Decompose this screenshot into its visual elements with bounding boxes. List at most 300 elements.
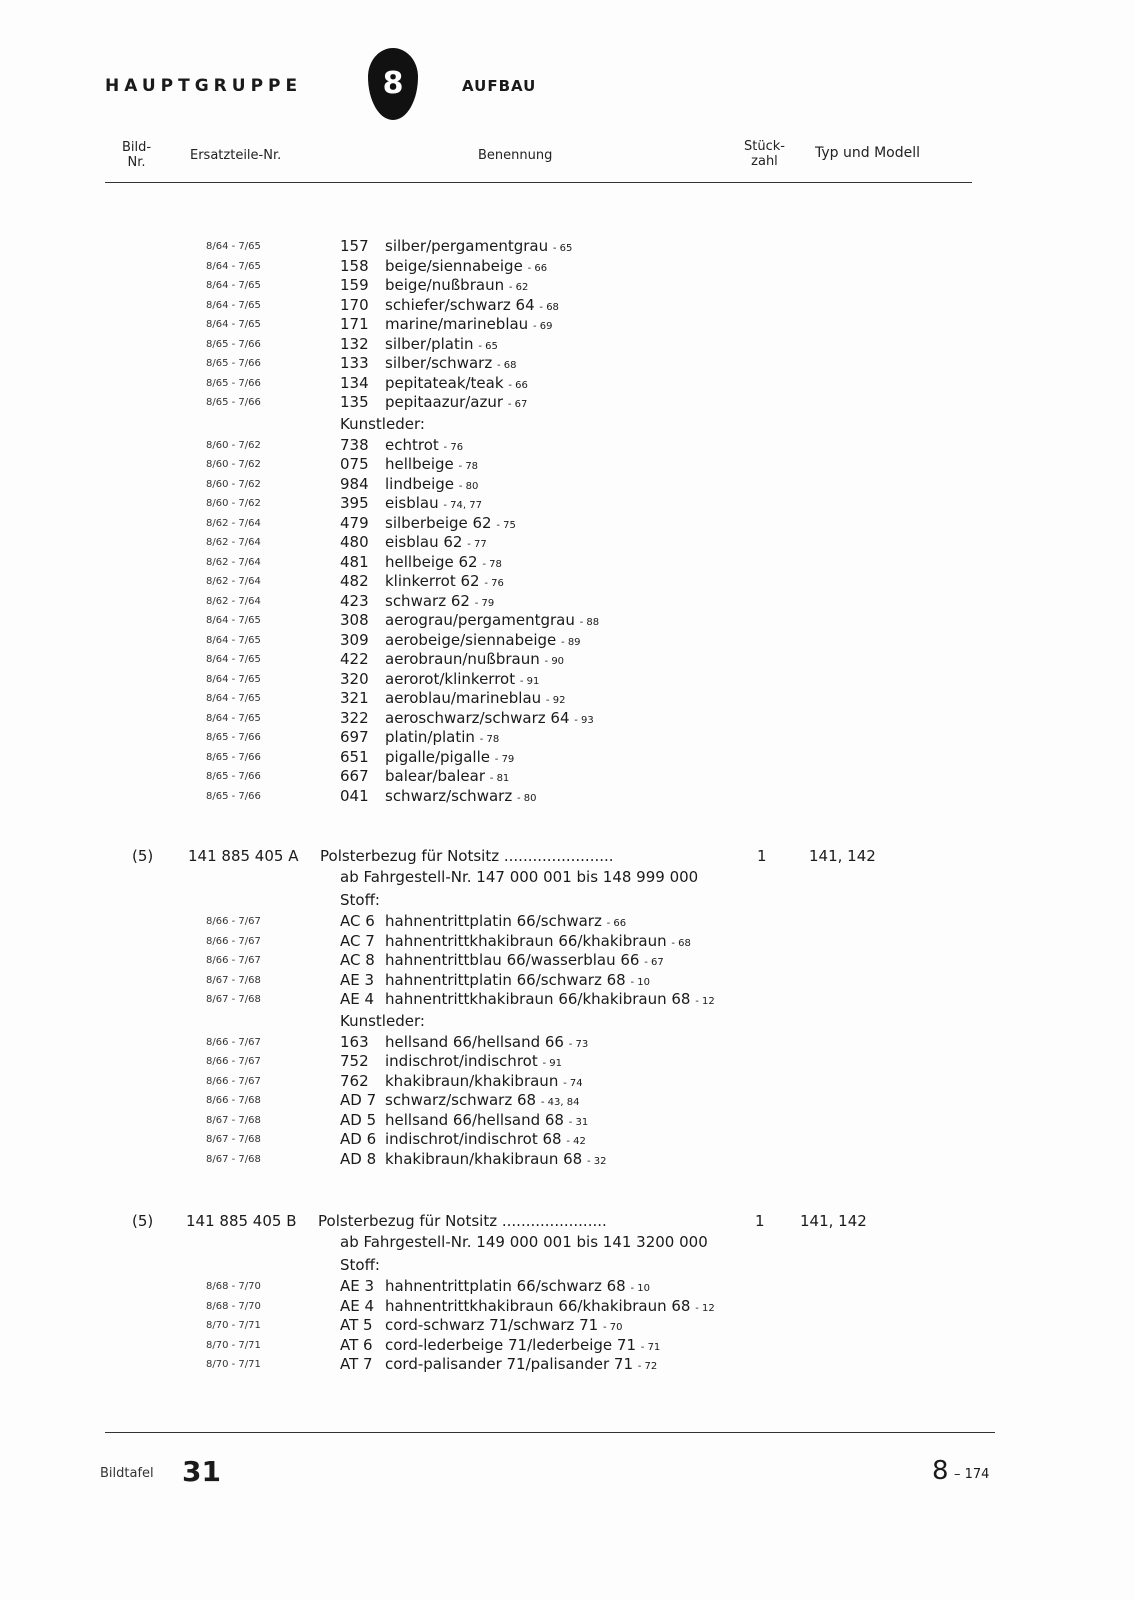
kunstleder-label: Kunstleder: [340,414,425,433]
header-divider [105,182,972,183]
color-row [0,1072,1134,1092]
color-ref: - 31 [568,1116,589,1128]
bild-nr: (5) [132,1212,154,1230]
color-row [0,1297,1134,1317]
valid-period: 8/70 - 7/71 [206,1359,261,1370]
color-ref: - 68 [539,301,559,313]
valid-period: 8/64 - 7/65 [206,260,261,272]
group-label: HAUPTGRUPPE [105,76,303,96]
group-name: AUFBAU [462,77,537,95]
valid-period: 8/66 - 7/67 [206,1075,261,1087]
color-name-text: pepitateak/teak [385,373,504,392]
valid-period: 8/64 - 7/65 [206,615,261,626]
color-name-text: marine/marineblau [385,315,529,333]
color-row [0,748,1134,768]
bildtafel-number: 31 [182,1455,221,1488]
color-name [385,1072,583,1094]
valid-period: 8/70 - 7/71 [206,1339,261,1351]
color-row [0,374,1134,394]
valid-period: 8/66 - 7/67 [206,1056,261,1067]
valid-period: 8/64 - 7/65 [206,693,261,704]
color-ref: - 66 [527,262,548,274]
color-name-text: hellsand 66/hellsand 68 [385,1110,564,1129]
color-code: AT 7 [340,1355,373,1373]
color-ref: - 66 [606,918,627,929]
color-code: 134 [340,373,369,392]
color-name [385,971,650,993]
color-ref: - 73 [568,1038,589,1050]
color-row [0,455,1134,475]
part-name: Polsterbezug für Notsitz ....................... [320,847,614,865]
color-code: 171 [340,315,369,333]
valid-period: 8/68 - 7/70 [206,1281,261,1292]
color-row [0,335,1134,355]
valid-period: 8/64 - 7/65 [206,319,261,330]
chassis-range: ab Fahrgestell-Nr. 147 000 001 bis 148 999 000 [340,868,699,886]
valid-period: 8/66 - 7/67 [206,935,261,947]
color-code: AE 3 [340,1277,375,1295]
color-ref: - 10 [630,1283,650,1294]
color-code: AT 6 [340,1335,373,1354]
color-row [0,494,1134,514]
valid-period: 8/65 - 7/66 [206,338,261,350]
color-row [0,592,1134,612]
color-code: 395 [340,494,369,512]
color-name-text: echtrot [385,435,439,454]
color-ref: - 78 [482,558,502,570]
color-row [0,951,1134,971]
color-name [385,951,664,973]
color-ref: - 74 [563,1077,583,1089]
color-ref: - 79 [474,597,495,609]
color-name [385,514,516,536]
color-name [385,990,715,1012]
color-code: AE 3 [340,970,375,989]
color-name [385,912,626,934]
color-ref: - 74, 77 [443,500,482,511]
color-code: AC 7 [340,931,375,950]
color-name-text: silber/platin [385,334,474,353]
color-name [385,257,547,279]
color-ref: - 76 [484,578,504,589]
color-code: AD 5 [340,1110,377,1129]
color-name-text: hellbeige [385,455,454,473]
color-row [0,932,1134,952]
color-name-text: silber/pergamentgrau [385,237,549,255]
color-ref: - 71 [640,1341,661,1353]
stoff-label: Stoff: [340,891,380,909]
page-minor: – 174 [954,1467,990,1482]
color-name [385,787,537,809]
bild-nr: (5) [132,847,154,865]
item-header [0,846,1134,866]
color-row [0,709,1134,729]
color-code: 481 [340,552,369,571]
color-ref: - 80 [458,480,479,492]
color-name [385,1111,588,1133]
valid-period: 8/66 - 7/67 [206,955,261,966]
col-stueckzahl: Stück- zahl [744,139,785,169]
color-name-text: khakibraun/khakibraun 68 [385,1149,583,1168]
col-bild-nr: Bild- Nr. [122,140,152,170]
color-name [385,237,572,259]
color-row [0,728,1134,748]
color-name [385,276,528,298]
color-row [0,533,1134,553]
color-code: 752 [340,1052,369,1070]
valid-period: 8/65 - 7/66 [206,732,261,743]
quantity: 1 [757,847,767,865]
color-name [385,1052,562,1074]
color-name-text: hahnentrittplatin 66/schwarz [385,912,602,930]
color-name-text: eisblau [385,494,439,512]
color-name [385,553,502,575]
valid-period: 8/65 - 7/66 [206,397,261,408]
valid-period: 8/62 - 7/64 [206,517,261,529]
color-code: AT 5 [340,1316,373,1334]
color-name-text: hahnentrittkhakibraun 66/khakibraun [385,931,667,950]
color-ref: - 42 [566,1136,586,1147]
color-name-text: aeroblau/marineblau [385,689,542,707]
color-name [385,436,463,458]
color-code: 163 [340,1032,369,1051]
color-ref: - 67 [644,957,664,968]
color-ref: - 91 [519,675,540,687]
color-code: 479 [340,513,369,532]
valid-period: 8/67 - 7/68 [206,994,261,1005]
color-code: AD 7 [340,1091,377,1109]
color-code: 738 [340,435,369,454]
valid-period: 8/66 - 7/67 [206,1036,261,1048]
color-code: 170 [340,295,369,314]
valid-period: 8/62 - 7/64 [206,576,261,587]
color-code: 482 [340,572,369,590]
color-ref: - 66 [508,379,528,391]
color-row [0,1150,1134,1170]
color-row [0,1111,1134,1131]
color-code: AD 8 [340,1149,377,1168]
color-name [385,315,553,337]
valid-period: 8/62 - 7/64 [206,556,261,568]
color-name [385,689,565,711]
color-code: 132 [340,334,369,353]
color-code: AC 8 [340,951,375,969]
color-ref: - 78 [479,734,500,745]
color-name-text: hellbeige 62 [385,552,478,571]
color-ref: - 93 [574,714,594,726]
color-name [385,1033,588,1055]
color-row [0,1316,1134,1336]
color-name-text: cord-lederbeige 71/lederbeige 71 [385,1335,636,1354]
valid-period: 8/65 - 7/66 [206,377,261,389]
color-code: 041 [340,786,369,805]
color-ref: - 88 [579,617,600,628]
valid-period: 8/60 - 7/62 [206,459,261,470]
color-name [385,533,487,555]
color-row [0,670,1134,690]
color-ref: - 10 [630,976,650,988]
valid-period: 8/70 - 7/71 [206,1320,261,1331]
color-name-text: cord-schwarz 71/schwarz 71 [385,1316,599,1334]
color-name [385,1091,579,1113]
color-row [0,631,1134,651]
color-code: 308 [340,611,369,629]
bildtafel-label: Bildtafel [100,1466,154,1481]
color-code: 667 [340,767,369,785]
color-code: 158 [340,256,369,275]
color-ref: - 70 [602,1322,623,1333]
color-name-text: klinkerrot 62 [385,572,480,590]
color-name [385,475,478,497]
valid-period: 8/64 - 7/65 [206,654,261,665]
color-code: 322 [340,708,369,727]
color-name-text: hahnentrittkhakibraun 66/khakibraun 68 [385,1296,691,1315]
col-typ: Typ und Modell [815,145,920,161]
color-row [0,276,1134,296]
page-major: 8 [932,1456,949,1486]
color-row [0,611,1134,631]
valid-period: 8/65 - 7/66 [206,358,261,369]
valid-period: 8/64 - 7/65 [206,673,261,685]
color-code: 133 [340,354,369,372]
color-name-text: schiefer/schwarz 64 [385,295,535,314]
color-name [385,932,691,954]
color-ref: - 12 [695,996,715,1007]
item-header [0,1211,1134,1231]
color-name-text: aerorot/klinkerrot [385,669,516,688]
color-name-text: aeroschwarz/schwarz 64 [385,708,570,727]
valid-period: 8/66 - 7/67 [206,916,261,927]
valid-period: 8/64 - 7/65 [206,241,261,252]
color-name-text: schwarz/schwarz 68 [385,1091,537,1109]
valid-period: 8/60 - 7/62 [206,478,261,490]
color-name [385,592,494,614]
color-ref: - 62 [508,282,529,293]
color-row [0,237,1134,257]
color-name [385,1277,650,1299]
color-code: AE 4 [340,1296,375,1315]
valid-period: 8/66 - 7/68 [206,1095,261,1106]
color-name-text: pepitaazur/azur [385,393,504,411]
valid-period: 8/65 - 7/66 [206,771,261,782]
color-row [0,296,1134,316]
color-name-text: schwarz/schwarz [385,786,513,805]
color-name [385,572,504,594]
valid-period: 8/67 - 7/68 [206,1153,261,1165]
color-name-text: hellsand 66/hellsand 66 [385,1032,564,1051]
color-ref: - 65 [552,243,573,254]
color-code: 320 [340,669,369,688]
color-name [385,1130,586,1152]
color-name-text: hahnentrittplatin 66/schwarz 68 [385,970,626,989]
color-code: 984 [340,474,369,493]
color-name [385,670,539,692]
color-code: 135 [340,393,369,411]
type-model: 141, 142 [809,847,876,865]
footer-divider [105,1432,995,1433]
color-name-text: pigalle/pigalle [385,747,490,766]
color-code: 309 [340,630,369,649]
color-ref: - 12 [695,1302,715,1314]
quantity: 1 [755,1212,765,1230]
part-number: 141 885 405 A [188,847,299,865]
color-ref: - 67 [507,399,528,410]
color-ref: - 81 [489,773,510,784]
color-row [0,315,1134,335]
color-ref: - 43, 84 [540,1097,580,1108]
color-code: 423 [340,591,369,610]
color-code: 480 [340,533,369,551]
color-ref: - 76 [443,441,464,453]
valid-period: 8/67 - 7/68 [206,1114,261,1126]
color-name [385,1336,660,1358]
color-row [0,1130,1134,1150]
color-name [385,1297,715,1319]
valid-period: 8/64 - 7/65 [206,299,261,311]
color-name [385,767,509,789]
color-ref: - 68 [496,360,517,371]
color-code: AE 4 [340,990,375,1008]
color-name-text: khakibraun/khakibraun [385,1071,559,1090]
color-row [0,971,1134,991]
valid-period: 8/65 - 7/66 [206,751,261,763]
color-name-text: lindbeige [385,474,455,493]
valid-period: 8/67 - 7/68 [206,1134,261,1145]
item-a [0,846,1134,1169]
color-name-text: hahnentrittkhakibraun 66/khakibraun 68 [385,990,691,1008]
item-b [0,1211,1134,1375]
color-name [385,296,559,318]
color-row [0,514,1134,534]
valid-period: 8/64 - 7/65 [206,280,261,291]
color-row [0,1277,1134,1297]
color-name-text: aerobeige/siennabeige [385,630,557,649]
color-name [385,709,594,731]
color-row [0,912,1134,932]
color-name-text: schwarz 62 [385,591,470,610]
color-row [0,1355,1134,1375]
color-row [0,572,1134,592]
color-name [385,455,478,477]
color-name-text: aerograu/pergamentgrau [385,611,575,629]
color-code: 157 [340,237,369,255]
color-code: 159 [340,276,369,294]
color-name [385,335,498,357]
color-row [0,1091,1134,1111]
color-name [385,393,527,415]
color-name-text: eisblau 62 [385,533,463,551]
color-name [385,611,599,633]
color-row [0,436,1134,456]
group-number-badge: 8 [368,48,418,120]
color-ref: - 75 [496,519,516,531]
type-model: 141, 142 [800,1212,867,1230]
color-ref: - 91 [542,1058,563,1069]
color-ref: - 65 [478,340,498,352]
stoff-label: Stoff: [340,1256,380,1274]
valid-period: 8/62 - 7/64 [206,537,261,548]
color-code: 422 [340,650,369,668]
col-benennung: Benennung [478,148,553,163]
color-code: 321 [340,689,369,707]
valid-period: 8/64 - 7/65 [206,712,261,724]
color-row [0,475,1134,495]
chassis-range: ab Fahrgestell-Nr. 149 000 001 bis 141 3200 000 [340,1233,708,1251]
valid-period: 8/64 - 7/65 [206,634,261,646]
color-name [385,748,514,770]
color-row [0,1052,1134,1072]
color-ref: - 92 [545,695,566,706]
color-ref: - 79 [494,753,515,765]
color-name-text: beige/siennabeige [385,256,523,275]
color-row [0,1033,1134,1053]
color-name-text: platin/platin [385,728,475,746]
color-code: 697 [340,728,369,746]
color-row [0,787,1134,807]
color-row [0,257,1134,277]
color-block-1 [0,237,1134,806]
color-name-text: silber/schwarz [385,354,493,372]
col-ersatzteil: Ersatzteile-Nr. [190,148,282,163]
color-row [0,354,1134,374]
color-ref: - 72 [637,1361,658,1372]
color-row [0,553,1134,573]
color-name-text: aerobraun/nußbraun [385,650,540,668]
color-name-text: indischrot/indischrot [385,1052,538,1070]
part-name: Polsterbezug für Notsitz ...................... [318,1212,607,1230]
color-name [385,650,564,672]
color-code: AC 6 [340,912,375,930]
valid-period: 8/68 - 7/70 [206,1300,261,1312]
valid-period: 8/62 - 7/64 [206,595,261,607]
color-ref: - 69 [532,321,553,332]
color-name [385,1316,622,1338]
color-name-text: hahnentrittplatin 66/schwarz 68 [385,1277,626,1295]
color-name [385,1355,657,1377]
color-row [0,767,1134,787]
color-name-text: silberbeige 62 [385,513,492,532]
color-code: AD 6 [340,1130,377,1148]
color-row [0,393,1134,413]
color-ref: - 77 [467,539,487,550]
kunstleder-label: Kunstleder: [340,1011,425,1030]
color-ref: - 89 [561,636,581,648]
color-ref: - 90 [544,656,565,667]
color-name [385,374,528,396]
color-name [385,494,482,516]
color-row [0,1336,1134,1356]
color-ref: - 80 [516,792,537,804]
color-name [385,728,499,750]
color-name-text: hahnentrittblau 66/wasserblau 66 [385,951,640,969]
color-row [0,650,1134,670]
color-name-text: indischrot/indischrot 68 [385,1130,562,1148]
valid-period: 8/67 - 7/68 [206,974,261,986]
color-name [385,1150,606,1172]
valid-period: 8/65 - 7/66 [206,790,261,802]
color-name-text: balear/balear [385,767,485,785]
color-ref: - 32 [586,1155,607,1167]
color-ref: - 68 [671,937,691,949]
valid-period: 8/60 - 7/62 [206,498,261,509]
color-ref: - 78 [458,461,479,472]
color-name [385,631,581,653]
color-name-text: beige/nußbraun [385,276,505,294]
color-name-text: cord-palisander 71/palisander 71 [385,1355,633,1373]
color-code: 075 [340,455,369,473]
valid-period: 8/60 - 7/62 [206,439,261,451]
color-code: 651 [340,747,369,766]
